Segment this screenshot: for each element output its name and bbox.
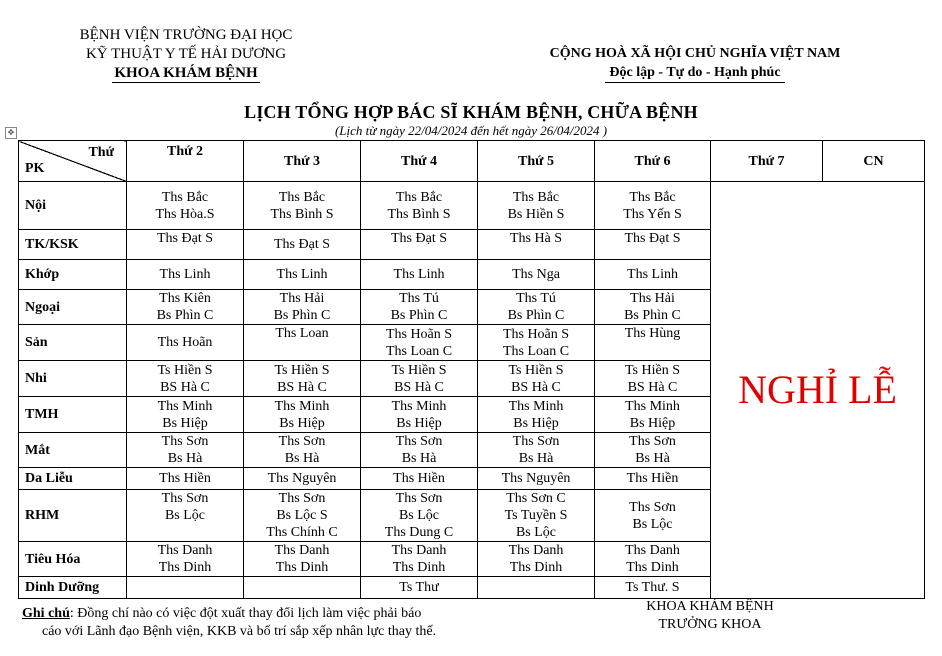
doctor-name: Ths Nguyên	[501, 471, 571, 486]
doctor-name: Ths Dinh	[392, 560, 446, 575]
schedule-cell	[595, 260, 711, 290]
doctor-name: Ths Bình S	[387, 206, 451, 222]
clinic-name: Nội	[19, 182, 127, 230]
doctor-name: BS Hà C	[511, 379, 561, 395]
schedule-cell	[595, 182, 711, 230]
schedule-cell	[244, 433, 361, 468]
doctor-name: Ths Hà S	[509, 231, 563, 246]
corner-pk-label: PK	[25, 161, 45, 176]
doctor-name: Bs Hiền S	[507, 206, 565, 222]
doctor-name: Ths Hiền	[159, 471, 211, 486]
clinic-name: Mắt	[19, 433, 127, 468]
schedule-cell	[361, 290, 478, 325]
doctor-name: Ts Hiền S	[624, 362, 681, 378]
schedule-cell	[595, 397, 711, 433]
schedule-cell	[361, 230, 478, 260]
doctor-name: Bs Phìn C	[624, 308, 681, 323]
schedule-cell	[244, 260, 361, 290]
doctor-name: Ths Linh	[159, 267, 211, 282]
schedule-cell	[127, 230, 244, 260]
doctor-name: Ths Loan	[275, 326, 329, 341]
schedule-cell	[244, 230, 361, 260]
national-title: CỘNG HOÀ XÃ HỘI CHỦ NGHĨA VIỆT NAM	[549, 46, 841, 61]
doctor-name: Ths Hùng	[624, 326, 681, 341]
doctor-name: Ths Sơn	[278, 491, 326, 506]
day-header-tue: Thứ 3	[244, 141, 361, 182]
doctor-name: Ts Hiền S	[391, 362, 447, 378]
doctor-name: Bs Lộc S	[276, 508, 328, 523]
schedule-cell	[361, 325, 478, 361]
doctor-name: Ths Sơn C	[506, 491, 566, 506]
doctor-name: Ts Thư. S	[625, 580, 680, 595]
doctor-name: Bs Phìn C	[273, 308, 331, 323]
doctor-name: Ths Hiền	[393, 471, 445, 486]
schedule-cell	[595, 433, 711, 468]
doctor-name: BS Hà C	[160, 379, 210, 395]
doctor-name: Ths Minh	[391, 398, 447, 414]
doctor-name: BS Hà C	[627, 379, 678, 395]
doctor-name: Ths Danh	[625, 543, 680, 558]
day-header-fri: Thứ 6	[595, 141, 711, 182]
doctor-name: Ths Loan C	[385, 343, 453, 359]
doctor-name: Ths Dinh	[626, 560, 679, 575]
signature-block	[620, 598, 800, 634]
doctor-name: Ts Hiền S	[157, 362, 213, 378]
doctor-name: Bs Hà	[401, 451, 437, 466]
doctor-name: Ths Sơn	[395, 434, 443, 449]
document-title: LỊCH TỔNG HỢP BÁC SĨ KHÁM BỆNH, CHỮA BỆNH	[244, 102, 698, 122]
doctor-name: Ths Sơn	[161, 491, 209, 506]
doctor-name: Ths Đạt S	[624, 231, 681, 246]
doctor-name: Bs Lộc	[632, 516, 673, 532]
doctor-name: Bs Hiệp	[396, 415, 442, 431]
schedule-cell	[478, 397, 595, 433]
clinic-name: RHM	[19, 490, 127, 542]
schedule-cell	[595, 290, 711, 325]
doctor-name: Bs Hiệp	[279, 415, 325, 431]
doctor-name: Ths Hòa.S	[155, 206, 215, 222]
doctor-name: Ths Đạt S	[391, 231, 447, 246]
schedule-cell	[361, 490, 478, 542]
doctor-name: Ths Bắc	[629, 189, 676, 205]
doctor-name: Ths Danh	[508, 543, 564, 558]
schedule-cell	[595, 325, 711, 361]
doctor-name: Ths Bắc	[278, 189, 326, 205]
doctor-name: Ths Loan C	[502, 343, 570, 359]
doctor-name: Ts Hiền S	[508, 362, 564, 378]
doctor-name: Ths Hoãn S	[502, 326, 570, 342]
national-motto: Độc lập - Tự do - Hạnh phúc	[605, 65, 784, 83]
clinic-name: Dinh Dưỡng	[19, 577, 127, 599]
note-block	[22, 605, 436, 641]
doctor-name: Bs Phìn C	[390, 308, 448, 323]
doctor-name: Ths Sơn	[629, 434, 676, 449]
table-move-handle-icon[interactable]: ✥	[5, 127, 17, 139]
schedule-table	[18, 140, 925, 599]
clinic-name: Khớp	[19, 260, 127, 290]
doctor-name: Ths Dinh	[509, 560, 563, 575]
doctor-name: Ths Tú	[399, 291, 439, 306]
schedule-cell	[244, 577, 361, 599]
doctor-name: Ths Bình S	[270, 206, 334, 222]
signature-role: TRƯỞNG KHOA	[658, 617, 762, 632]
clinic-name: Ngoại	[19, 290, 127, 325]
schedule-cell	[244, 361, 361, 397]
table-row	[19, 182, 925, 230]
doctor-name: Bs Hà	[284, 451, 320, 466]
schedule-cell	[595, 577, 711, 599]
clinic-name: Tiêu Hóa	[19, 542, 127, 577]
doctor-name: Bs Hà	[635, 451, 670, 466]
doctor-name: Ths Dinh	[158, 560, 212, 575]
doctor-name: Ths Danh	[157, 543, 213, 558]
doctor-name: Bs Hà	[518, 451, 554, 466]
doctor-name: Ths Đạt S	[157, 231, 213, 246]
schedule-cell	[127, 182, 244, 230]
schedule-cell	[127, 577, 244, 599]
doctor-name: Ths Minh	[274, 398, 330, 414]
schedule-cell	[595, 468, 711, 490]
schedule-cell	[478, 433, 595, 468]
day-header-mon: Thứ 2	[127, 141, 244, 182]
schedule-cell	[127, 290, 244, 325]
doctor-name: Ths Kiên	[159, 291, 211, 306]
doctor-name: Ths Sơn	[629, 499, 676, 515]
doctor-name: Bs Phìn C	[156, 308, 214, 323]
schedule-cell	[478, 325, 595, 361]
schedule-cell	[478, 290, 595, 325]
corner-thu-label: Thứ	[88, 145, 114, 160]
schedule-cell	[361, 361, 478, 397]
doctor-name: Ts Tuyền S	[504, 508, 568, 523]
schedule-cell	[361, 397, 478, 433]
schedule-cell	[595, 230, 711, 260]
doctor-name: Ths Bắc	[395, 189, 443, 205]
schedule-cell	[127, 490, 244, 542]
national-header	[520, 44, 870, 83]
doctor-name: Ths Hải	[630, 291, 675, 306]
doctor-name: Ths Minh	[157, 398, 213, 414]
doctor-name: Ths Bắc	[161, 189, 209, 205]
doctor-name: Ths Minh	[625, 398, 680, 414]
doctor-name: Ths Linh	[393, 267, 445, 282]
schedule-cell	[127, 361, 244, 397]
doctor-name: Ths Hiền	[626, 471, 679, 486]
schedule-cell	[595, 542, 711, 577]
hospital-name-line2: KỸ THUẬT Y TẾ HẢI DƯƠNG	[85, 46, 287, 62]
note-line2: cáo với Lãnh đạo Bệnh viện, KKB và bố trí sắp xếp nhân lực thay thế.	[42, 624, 437, 639]
schedule-cell	[595, 490, 711, 542]
schedule-cell	[244, 325, 361, 361]
schedule-cell	[244, 182, 361, 230]
schedule-cell	[478, 260, 595, 290]
doctor-name: Ths Hoãn S	[385, 326, 453, 342]
clinic-name: TK/KSK	[19, 230, 127, 260]
schedule-cell	[361, 577, 478, 599]
doctor-name: Ths Bắc	[512, 189, 560, 205]
doctor-name: Bs Hà	[167, 451, 203, 466]
schedule-cell	[127, 325, 244, 361]
schedule-cell	[595, 361, 711, 397]
clinic-name: Da Liễu	[19, 468, 127, 490]
schedule-cell	[478, 490, 595, 542]
doctor-name: Ths Sơn	[512, 434, 560, 449]
department-name: KHOA KHÁM BỆNH	[114, 65, 258, 81]
day-header-thu: Thứ 5	[478, 141, 595, 182]
schedule-cell	[127, 397, 244, 433]
schedule-cell	[478, 577, 595, 599]
schedule-cell	[244, 542, 361, 577]
doctor-name: Bs Lộc	[164, 508, 206, 523]
day-header-wed: Thứ 4	[361, 141, 478, 182]
doctor-name: Ths Danh	[391, 543, 447, 558]
doctor-name: BS Hà C	[394, 379, 444, 395]
doctor-name: Ths Tú	[516, 291, 556, 306]
schedule-cell	[127, 468, 244, 490]
schedule-cell	[361, 433, 478, 468]
doctor-name: Bs Lộc	[515, 525, 557, 540]
schedule-cell	[244, 490, 361, 542]
hospital-header	[52, 26, 320, 83]
schedule-cell	[244, 397, 361, 433]
doctor-name: Ths Danh	[274, 543, 330, 558]
doctor-name: Ths Sơn	[161, 434, 209, 449]
holiday-notice: NGHỈ LỄ	[711, 182, 925, 599]
schedule-cell	[361, 182, 478, 230]
doctor-name: Ts Thư	[399, 580, 439, 595]
schedule-cell	[478, 182, 595, 230]
schedule-cell	[361, 468, 478, 490]
doctor-name: BS Hà C	[277, 379, 327, 395]
schedule-header-row	[19, 141, 925, 182]
schedule-cell	[361, 542, 478, 577]
schedule-cell	[478, 542, 595, 577]
doctor-name: Ths Yến S	[623, 206, 682, 222]
doctor-name: Bs Hiệp	[162, 415, 208, 431]
doctor-name: Ths Dung C	[384, 525, 454, 540]
hospital-name-line1: BỆNH VIỆN TRƯỜNG ĐẠI HỌC	[79, 27, 293, 43]
schedule-cell	[361, 260, 478, 290]
note-label: Ghi chú	[22, 606, 70, 621]
signature-dept: KHOA KHÁM BỆNH	[646, 599, 774, 614]
doctor-name: Ths Sơn	[395, 491, 443, 506]
schedule-cell	[127, 542, 244, 577]
clinic-name: Nhi	[19, 361, 127, 397]
doctor-name: Bs Hiệp	[513, 415, 559, 431]
schedule-cell	[478, 468, 595, 490]
doctor-name: Ths Sơn	[278, 434, 326, 449]
clinic-name: Sản	[19, 325, 127, 361]
doctor-name: Ths Chính C	[266, 525, 338, 540]
day-header-sat: Thứ 7	[711, 141, 823, 182]
clinic-name: TMH	[19, 397, 127, 433]
schedule-cell	[127, 433, 244, 468]
doctor-name: Ths Nguyên	[267, 471, 337, 486]
document-date-range: (Lịch từ ngày 22/04/2024 đến hết ngày 26/04/2024 )	[334, 123, 608, 138]
doctor-name: Ths Đạt S	[274, 237, 330, 252]
schedule-cell	[127, 260, 244, 290]
doctor-name: Ths Dinh	[275, 560, 329, 575]
note-line1: : Đồng chí nào có việc đột xuất thay đổi lịch làm việc phải báo	[69, 606, 422, 621]
doctor-name: Ts Hiền S	[274, 362, 330, 378]
doctor-name: Ths Linh	[276, 267, 328, 282]
schedule-cell	[478, 361, 595, 397]
doctor-name: Bs Phìn C	[507, 308, 565, 323]
day-header-sun: CN	[823, 141, 925, 182]
schedule-cell	[244, 290, 361, 325]
doctor-name: Bs Hiệp	[629, 415, 676, 431]
doctor-name: Ths Minh	[508, 398, 564, 414]
doctor-name: Ths Hải	[279, 291, 325, 306]
corner-cell	[19, 141, 127, 182]
schedule-cell	[478, 230, 595, 260]
doctor-name: Ths Hoãn	[157, 335, 213, 350]
schedule-cell	[244, 468, 361, 490]
doctor-name: Ths Nga	[512, 267, 560, 282]
doctor-name: Bs Lộc	[398, 508, 440, 523]
doctor-name: Ths Linh	[627, 267, 678, 282]
